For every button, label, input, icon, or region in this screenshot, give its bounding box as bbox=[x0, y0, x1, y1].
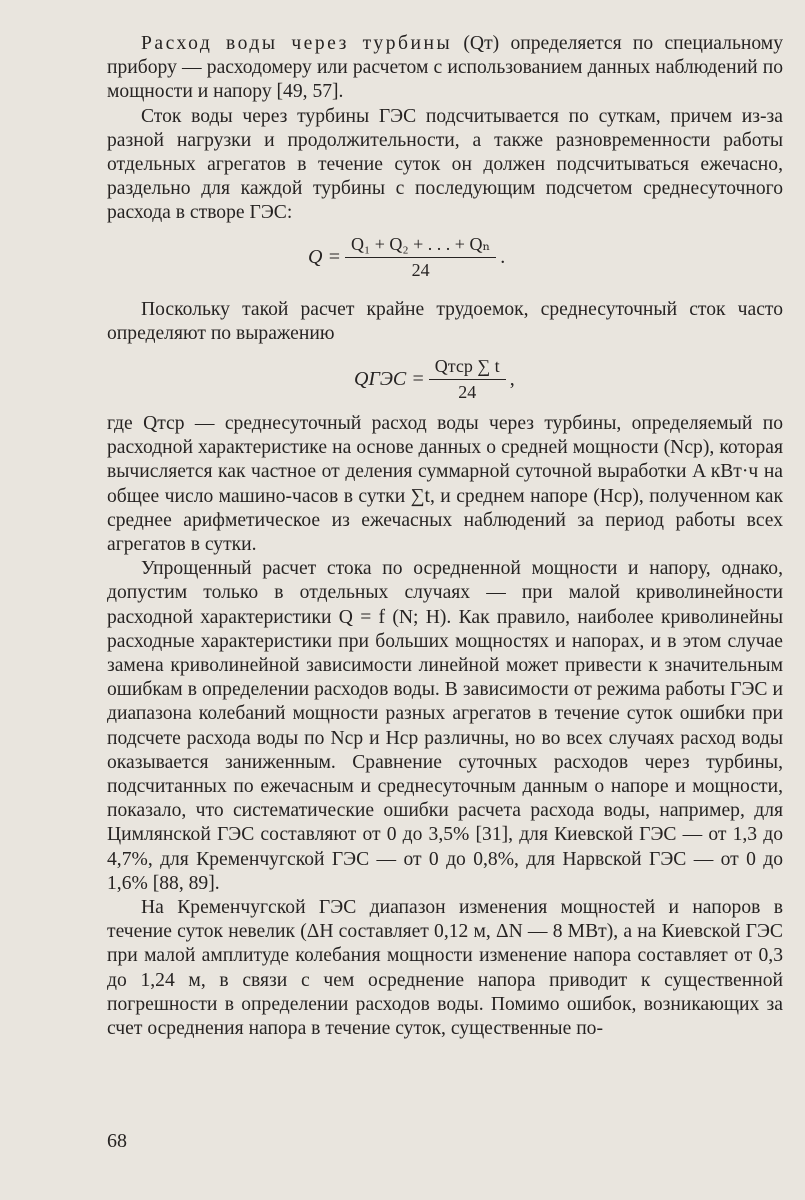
page-number: 68 bbox=[107, 1130, 127, 1152]
paragraph-6: На Кременчугской ГЭС диапазон изменения мощностей и напоров в течение суток невелик (ΔH составляет 0,12 м, ΔN — 8 МВт), а на Киевской ГЭС при малой амплитуде колебания мощности изменение напора составляет от 0,3 до 1,24 м, в связи с чем осреднение напора приводит к существенной погрешности в определении расходов воды. Помимо ошибок, возникающих за счет осреднения напора в течение суток, существенные по- bbox=[107, 897, 783, 1040]
paragraph-4: где Qтср — среднесуточный расход воды через турбины, определяемый по расходной характеристике на основе данных о средней мощности (Nср), которая вычисляется как частное от деления суммарной суточной выработки A кВт·ч на общее число машино-часов в сутки ∑t, и среднем напоре (Hср), полученном как среднее арифметическое из ежечасных наблюдений за период работы всех агрегатов в сутки. bbox=[107, 413, 783, 556]
paragraph-3: Поскольку такой расчет крайне трудоемок, среднесуточный сток часто определяют по выражению bbox=[107, 299, 783, 345]
text-block-main bbox=[107, 412, 783, 1041]
formula-daily-flow: Q = $\frac{\text{Q₁ + Q₂ + . . . + Qₙ}}{24}$ . bbox=[308, 234, 506, 280]
text-block-top bbox=[107, 32, 783, 226]
spaced-lead: Расход воды через турбины bbox=[141, 33, 453, 54]
paragraph-5: Упрощенный расчет стока по осредненной мощности и напору, однако, допустим только в отдельных случаях — при малой криволинейности расходной характеристики Q = f (N; H). Как правило, наиболее криволинейны расходные характеристики при больших мощностях и напорах, и в этом случае замена криволинейной зависимости линейной может привести к значительным ошибкам в определении расходов воды. В зависимости от режима работы ГЭС и диапазона колебаний мощности разных агрегатов в течение суток ошибки при подсчете расхода воды по Nср и Hср различны, но во всех случаях расход воды оказывается заниженным. Сравнение суточных расходов через турбины, подсчитанных по ежечасным и среднесуточным данным о напоре и мощности, показало, что систематические ошибки расчета расхода воды, например, для Цимлянской ГЭС составляют от 0 до 3,5% [31], для Киевской ГЭС — от 1,3 до 4,7%, для Кременчугской ГЭС — от 0 до 0,8%, для Нарвской ГЭС — от 0 до 1,6% [88, 89]. bbox=[107, 558, 783, 894]
paragraph-2: Сток воды через турбины ГЭС подсчитывается по суткам, причем из-за разной нагрузки и продолжительности, а также разновременности работы отдельных агрегатов в течение суток он должен подсчитываться ежечасно, раздельно для каждой турбины с последующим подсчетом среднесуточного расхода в створе ГЭС: bbox=[107, 105, 783, 224]
paragraph-1: Расход воды через турбины (Qт) определяется по специальному прибору — расходомеру или расчетом с использованием данных наблюдений по мощности и напору [49, 57]. bbox=[107, 33, 783, 103]
text-block-middle bbox=[107, 298, 783, 346]
formula-hpp-flow: QГЭС = $\frac{\text{Qтср ∑ t}}{24}$ , bbox=[354, 356, 515, 402]
